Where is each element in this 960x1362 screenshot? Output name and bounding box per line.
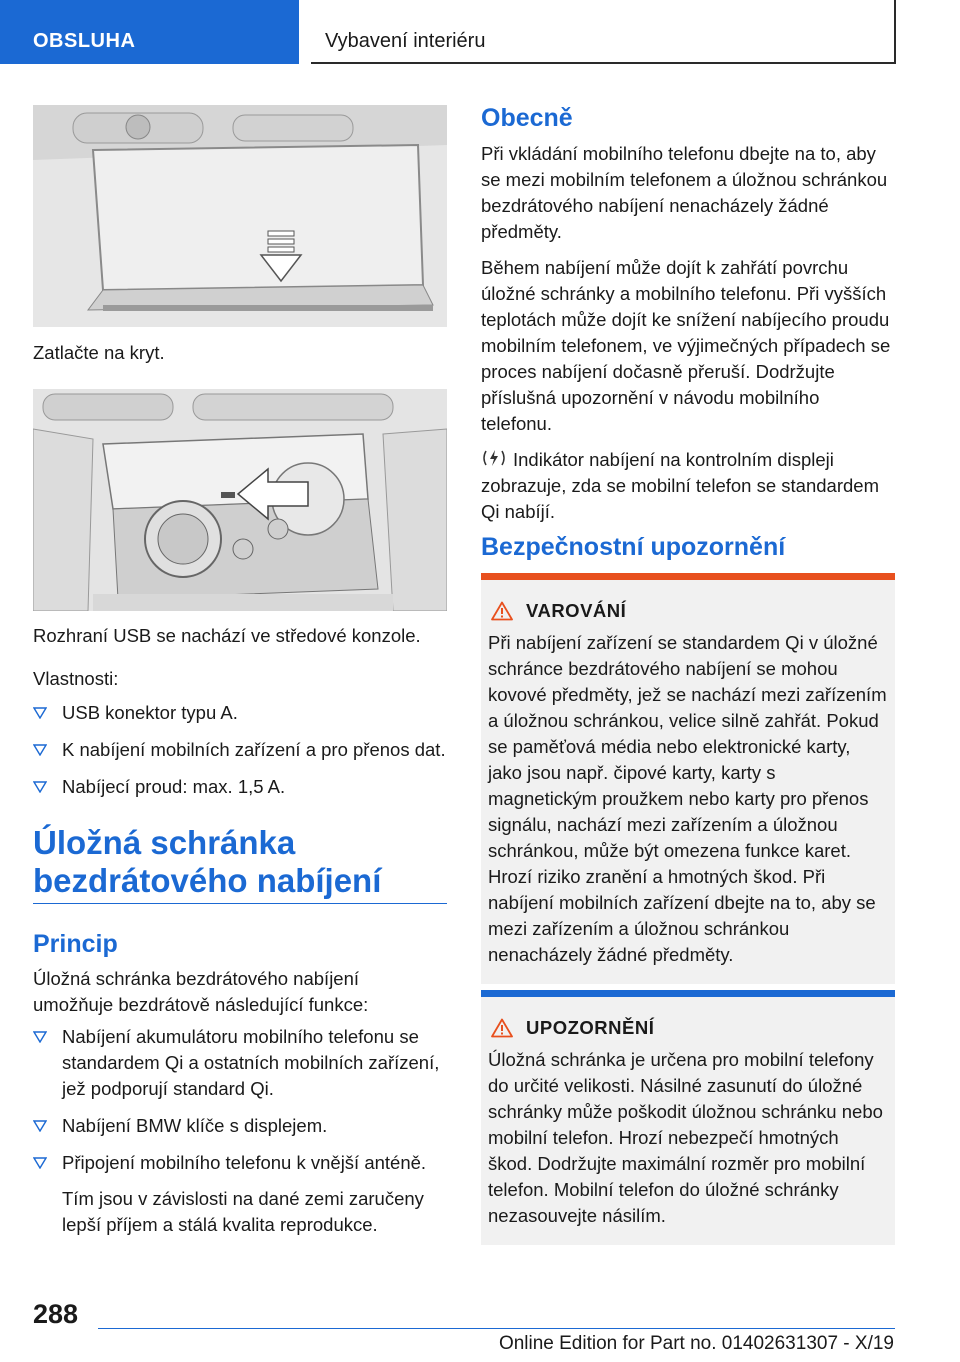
bullet-triangle-icon xyxy=(33,1120,47,1132)
bullet-triangle-icon xyxy=(33,1157,47,1169)
footer-divider xyxy=(98,1328,895,1329)
bullet-triangle-icon xyxy=(33,1031,47,1043)
list-item: Nabíjení akumulátoru mobilního telefonu se standardem Qi a ostatních mobilních zařízení, jež podporují standard Qi. xyxy=(33,1024,453,1102)
safety-heading: Bezpečnostní upozornění xyxy=(481,533,786,561)
principle-heading: Princip xyxy=(33,930,118,958)
section-divider xyxy=(33,903,447,904)
warning-title: VAROVÁNÍ xyxy=(526,600,627,621)
warning-box xyxy=(481,573,895,984)
caption-press-cover: Zatlačte na kryt. xyxy=(33,342,165,363)
bullet-triangle-icon xyxy=(33,744,47,756)
wireless-charging-icon xyxy=(481,448,507,468)
warning-triangle-icon xyxy=(491,601,513,621)
notice-bar xyxy=(481,990,895,997)
general-paragraph: Při vkládání mobilního telefonu dbejte na to, aby se mezi mobilním telefonem a úložnou schránkou bezdrátového nabíjení nenacházely žádné předměty. xyxy=(481,143,888,242)
charging-indicator-paragraph: Indikátor nabíjení na kontrolním displeji zobrazuje, zda se mobilní telefon se standardem Qi nabíjí. xyxy=(481,449,879,522)
list-item: Nabíjení BMW klíče s displejem. xyxy=(33,1113,453,1139)
photo-usb-interface xyxy=(33,389,447,611)
photo-storage-cover xyxy=(33,105,447,327)
list-item: Připojení mobilního telefonu k vnější anténě. Tím jsou v závislosti na dané zemi zaručeny lepší příjem a stálá kvalita reprodukce. xyxy=(33,1150,453,1238)
bullet-triangle-icon xyxy=(33,707,47,719)
section-title: OBSLUHA xyxy=(33,30,136,52)
notice-text: Úložná schránka je určena pro mobilní telefony do určité velikosti. Násilné zasunutí do úložné schránky může poškodit úložnou schránku nebo mobilní telefon. Hrozí nebezpečí hmotných škod. Dodržujte maximální rozměr pro mobilní telefon. Mobilní telefon do úložné schránky nezasouvejte násilím. xyxy=(488,1049,883,1226)
general-paragraph: Během nabíjení může dojít k zahřátí povrchu úložné schránky a mobilního telefonu. Při vyšších teplotách může dojít ke snížení nabíjecího proudu mobilním telefonem, ve výjimečných případech se proces nabíjení dočasně přeruší. Dodržujte příslušná upozornění v návodu mobilního telefonu. xyxy=(481,257,891,434)
notice-triangle-icon xyxy=(491,1018,513,1038)
list-item: USB konektor typu A. xyxy=(33,700,453,726)
functions-note: Tím jsou v závislosti na dané zemi zaručeny lepší příjem a stálá kvalita reprodukce. xyxy=(62,1188,424,1235)
warning-text: Při nabíjení zařízení se standardem Qi v úložné schránce bezdrátového nabíjení se mohou kovové předměty, jež se nachází mezi zařízením a úložnou schránkou, velice silně zahřát. Pokud se paměťová média nebo elektronické karty, jako jsou např. čipové karty, karty s magnetickým proužkem nebo karty pro přenos signálu, nachází mezi zařízením a úložnou schránkou, může být omezena funkce karet. Hrozí riziko zranění a hmotných škod. Při nabíjení mobilních zařízení dbejte na to, aby se mezi zařízením a úložnou schránkou nenacházely žádné předměty. xyxy=(488,632,887,965)
warning-bar xyxy=(481,573,895,580)
caption-usb-location: Rozhraní USB se nachází ve středové konzole. xyxy=(33,625,421,646)
list-item: Nabíjecí proud: max. 1,5 A. xyxy=(33,774,453,800)
properties-label: Vlastnosti: xyxy=(33,668,119,689)
page-number: 288 xyxy=(33,1299,79,1329)
edition-footer: Online Edition for Part no. 01402631307 - X/19 xyxy=(498,1333,894,1354)
section-heading: Úložná schránka bezdrátového nabíjení xyxy=(33,824,382,899)
functions-list xyxy=(33,1024,453,1249)
section-tab xyxy=(0,0,299,64)
chapter-title: Vybavení interiéru xyxy=(325,30,486,52)
notice-title: UPOZORNĚNÍ xyxy=(526,1017,655,1038)
general-section xyxy=(481,141,895,535)
list-item: K nabíjení mobilních zařízení a pro přenos dat. xyxy=(33,737,453,763)
properties-list xyxy=(33,700,453,811)
notice-box xyxy=(481,990,895,1245)
principle-text: Úložná schránka bezdrátového nabíjení umožňuje bezdrátově následující funkce: xyxy=(33,968,369,1015)
chapter-tab xyxy=(311,0,896,64)
bullet-triangle-icon xyxy=(33,781,47,793)
general-heading: Obecně xyxy=(481,104,573,132)
